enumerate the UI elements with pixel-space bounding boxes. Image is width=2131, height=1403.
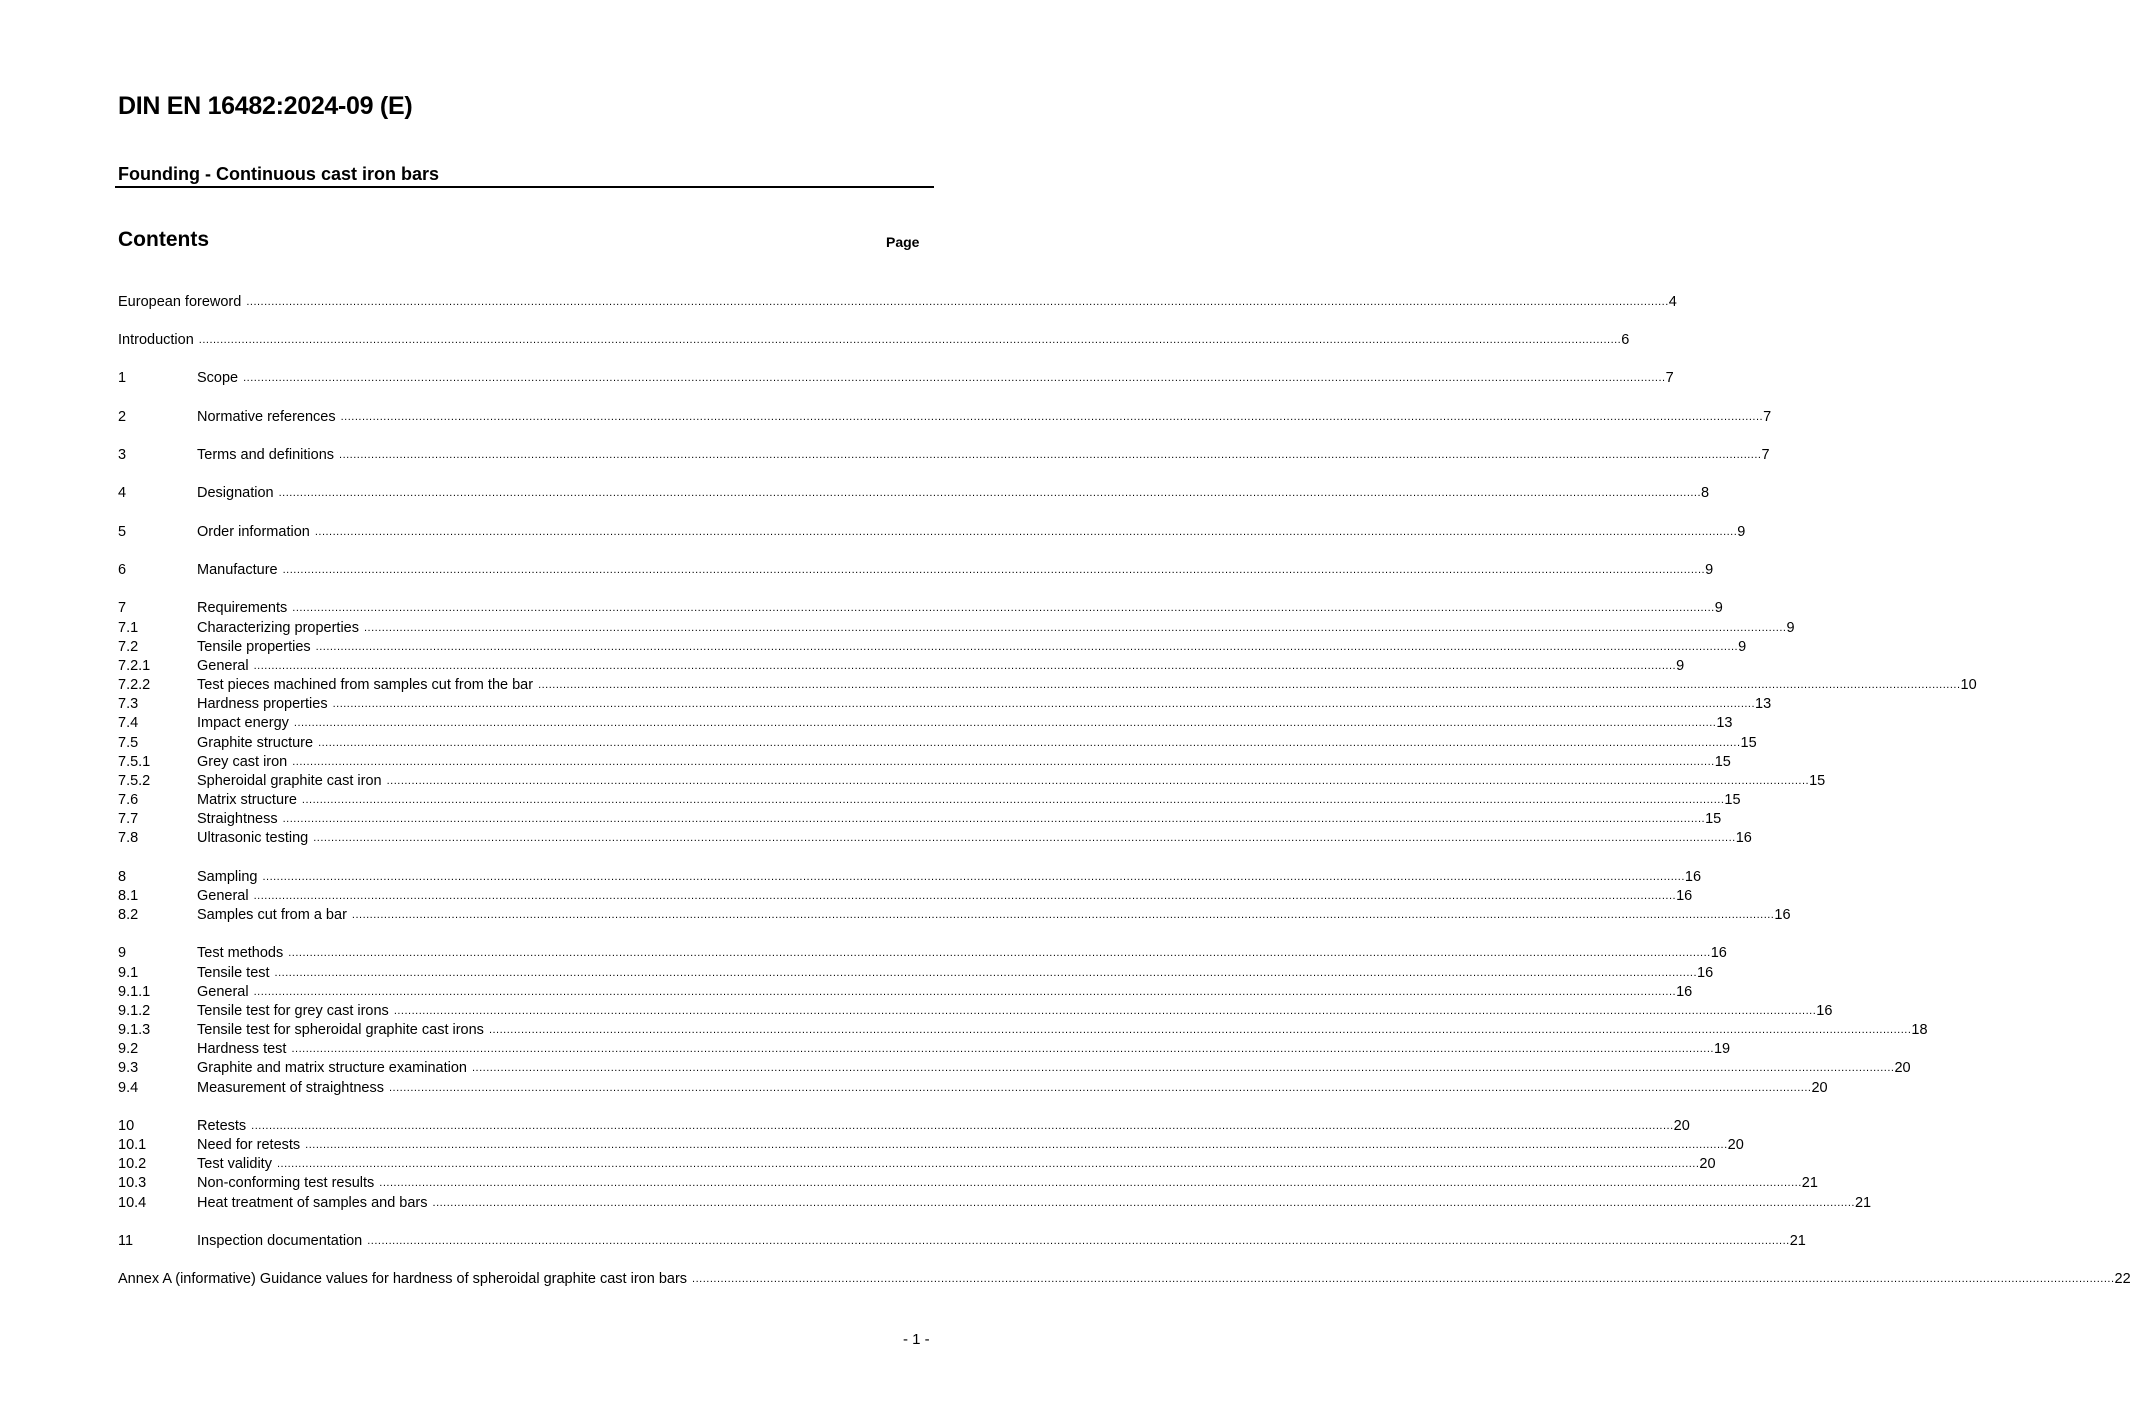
- toc-section-number: 7.8: [118, 830, 139, 846]
- toc-leader-line: [197, 1059, 1911, 1078]
- toc-page-number: 13: [1716, 715, 1733, 731]
- toc-dot-leader: ................................................................................................................................................................................................................................................................................................................................................................................................................: [301, 794, 1725, 806]
- toc-entry: [118, 753, 1731, 772]
- toc-page-number: 20: [1811, 1080, 1828, 1096]
- toc-section-number: 6: [118, 562, 127, 578]
- toc-entry: [118, 1040, 1731, 1059]
- toc-page-number: 7: [1761, 447, 1770, 463]
- toc-section-title: Manufacture: [197, 562, 278, 578]
- toc-entry: [118, 983, 1693, 1002]
- toc-page-number: 20: [1727, 1137, 1744, 1153]
- toc-section-number: 10.2: [118, 1156, 147, 1172]
- toc-dot-leader: ................................................................................................................................................................................................................................................................................................................................................................................................................: [251, 1120, 1674, 1132]
- toc-leader-line: [197, 369, 1674, 388]
- toc-leader-line: [197, 638, 1747, 657]
- toc-page-number: 16: [1676, 984, 1693, 1000]
- toc-page-number: 9: [1737, 524, 1746, 540]
- toc-section-number: 7.5: [118, 735, 139, 751]
- toc-leader-line: [197, 1136, 1744, 1155]
- toc-page-number: 16: [1816, 1003, 1833, 1019]
- toc-section-title: Matrix structure: [197, 792, 297, 808]
- toc-section-title: Samples cut from a bar: [197, 907, 347, 923]
- toc-leader-line: [197, 523, 1746, 542]
- toc-entry: [118, 1079, 1828, 1098]
- toc-page-number: 6: [1621, 332, 1630, 348]
- toc-dot-leader: ................................................................................................................................................................................................................................................................................................................................................................................................................: [538, 679, 1961, 691]
- toc-leader-line: [197, 829, 1752, 848]
- toc-section-number: 9.1.2: [118, 1003, 151, 1019]
- toc-section-title: Spheroidal graphite cast iron: [197, 773, 382, 789]
- toc-page-number: 15: [1724, 792, 1741, 808]
- toc-leader-line: [197, 561, 1714, 580]
- toc-section-number: 9.3: [118, 1060, 139, 1076]
- toc-dot-leader: ................................................................................................................................................................................................................................................................................................................................................................................................................: [246, 296, 1669, 308]
- toc-dot-leader: ................................................................................................................................................................................................................................................................................................................................................................................................................: [488, 1024, 1912, 1036]
- toc-entry: [118, 369, 1674, 388]
- toc-leader-line: [197, 1194, 1872, 1213]
- toc-leader-line: [118, 1270, 2131, 1289]
- toc-section-number: 7.5.1: [118, 754, 151, 770]
- toc-dot-leader: ................................................................................................................................................................................................................................................................................................................................................................................................................: [313, 832, 1736, 844]
- toc-dot-leader: ................................................................................................................................................................................................................................................................................................................................................................................................................: [379, 1177, 1802, 1189]
- toc-page-number: 21: [1789, 1233, 1806, 1249]
- toc-section-title: Sampling: [197, 869, 258, 885]
- toc-section-number: 2: [118, 409, 127, 425]
- toc-entry: [118, 293, 1677, 312]
- toc-entry: [118, 676, 1977, 695]
- toc-section-number: 10.4: [118, 1195, 147, 1211]
- toc-entry: [118, 964, 1714, 983]
- toc-section-title: Inspection documentation: [197, 1233, 363, 1249]
- toc-entry: [118, 1021, 1928, 1040]
- toc-section-title: Tensile test: [197, 965, 270, 981]
- toc-dot-leader: ................................................................................................................................................................................................................................................................................................................................................................................................................: [198, 334, 1622, 346]
- toc-section-title: Order information: [197, 524, 310, 540]
- toc-dot-leader: ................................................................................................................................................................................................................................................................................................................................................................................................................: [367, 1235, 1790, 1247]
- toc-dot-leader: ................................................................................................................................................................................................................................................................................................................................................................................................................: [339, 449, 1762, 461]
- toc-leader-line: [197, 676, 1977, 695]
- toc-entry: [118, 1136, 1744, 1155]
- toc-leader-line: [197, 868, 1702, 887]
- toc-entry: [118, 1117, 1690, 1136]
- toc-leader-line: [197, 446, 1770, 465]
- toc-page-number: 9: [1714, 600, 1723, 616]
- toc-page-number: 16: [1684, 869, 1702, 885]
- toc-section-number: 10.1: [118, 1137, 147, 1153]
- toc-section-title: Tensile test for grey cast irons: [197, 1003, 389, 1019]
- toc-section-number: 9.4: [118, 1080, 139, 1096]
- toc-dot-leader: ................................................................................................................................................................................................................................................................................................................................................................................................................: [472, 1062, 1895, 1074]
- toc-page-number: 13: [1755, 696, 1772, 712]
- toc-leader-line: [197, 714, 1733, 733]
- toc-dot-leader: ................................................................................................................................................................................................................................................................................................................................................................................................................: [315, 641, 1739, 653]
- toc-section-number: 7: [118, 600, 127, 616]
- toc-page-number: 15: [1705, 811, 1722, 827]
- toc-page-number: 21: [1854, 1195, 1872, 1211]
- toc-dot-leader: ................................................................................................................................................................................................................................................................................................................................................................................................................: [276, 1158, 1700, 1170]
- toc-dot-leader: ................................................................................................................................................................................................................................................................................................................................................................................................................: [253, 986, 1677, 998]
- toc-section-number: 8.1: [118, 888, 139, 904]
- toc-page-number: 15: [1809, 773, 1826, 789]
- toc-entry: [118, 446, 1770, 465]
- toc-section-number: 7.6: [118, 792, 139, 808]
- toc-section-number: 7.7: [118, 811, 139, 827]
- toc-dot-leader: ................................................................................................................................................................................................................................................................................................................................................................................................................: [292, 602, 1715, 614]
- toc-page-number: 9: [1786, 620, 1795, 636]
- toc-entry: [118, 1194, 1872, 1213]
- toc-section-title: Scope: [197, 370, 239, 386]
- toc-leader-line: [197, 791, 1741, 810]
- toc-section-number: 7.1: [118, 620, 139, 636]
- title-divider: [115, 186, 934, 188]
- toc-page-number: 16: [1774, 907, 1791, 923]
- toc-section-title: Grey cast iron: [197, 754, 288, 770]
- toc-section-number: 7.2.1: [118, 658, 151, 674]
- toc-leader-line: [197, 772, 1826, 791]
- toc-leader-line: [197, 810, 1722, 829]
- toc-dot-leader: ................................................................................................................................................................................................................................................................................................................................................................................................................: [282, 813, 1706, 825]
- toc-entry: [118, 331, 1630, 350]
- toc-entry: [118, 523, 1746, 542]
- toc-page-number: 15: [1714, 754, 1731, 770]
- toc-dot-leader: ................................................................................................................................................................................................................................................................................................................................................................................................................: [262, 871, 1685, 883]
- toc-entry: [118, 944, 1727, 963]
- toc-section-title: Requirements: [197, 600, 288, 616]
- toc-leader-line: [197, 484, 1710, 503]
- toc-entry: [118, 657, 1685, 676]
- toc-section-number: 10.3: [118, 1175, 147, 1191]
- toc-dot-leader: ................................................................................................................................................................................................................................................................................................................................................................................................................: [293, 717, 1717, 729]
- toc-section-title: Measurement of straightness: [197, 1080, 384, 1096]
- toc-page-number: 7: [1665, 370, 1674, 386]
- toc-dot-leader: ................................................................................................................................................................................................................................................................................................................................................................................................................: [692, 1273, 2115, 1285]
- toc-section-number: 9.1.3: [118, 1022, 151, 1038]
- toc-section-title: Test validity: [197, 1156, 272, 1172]
- toc-section-number: 7.2.2: [118, 677, 151, 693]
- toc-page-number: 18: [1911, 1022, 1928, 1038]
- toc-entry: [118, 829, 1752, 848]
- toc-entry: [118, 714, 1733, 733]
- toc-section-title: Tensile properties: [197, 639, 311, 655]
- toc-section-title: Retests: [197, 1118, 247, 1134]
- toc-dot-leader: ................................................................................................................................................................................................................................................................................................................................................................................................................: [291, 1043, 1714, 1055]
- toc-leader-line: [197, 599, 1723, 618]
- toc-dot-leader: ................................................................................................................................................................................................................................................................................................................................................................................................................: [305, 1139, 1728, 1151]
- toc-section-title: General: [197, 888, 249, 904]
- toc-entry: [118, 868, 1702, 887]
- toc-section-title: Ultrasonic testing: [197, 830, 309, 846]
- toc-leader-line: [197, 1079, 1828, 1098]
- toc-section-title: Test methods: [197, 945, 284, 961]
- toc-section-title: Introduction: [118, 332, 194, 348]
- toc-section-title: Graphite structure: [197, 735, 314, 751]
- toc-dot-leader: ................................................................................................................................................................................................................................................................................................................................................................................................................: [314, 526, 1738, 538]
- toc-leader-line: [197, 657, 1685, 676]
- toc-section-number: 8: [118, 869, 127, 885]
- toc-dot-leader: ................................................................................................................................................................................................................................................................................................................................................................................................................: [432, 1197, 1855, 1209]
- toc-section-title: Test pieces machined from samples cut from the bar: [197, 677, 534, 693]
- toc-section-number: 1: [118, 370, 127, 386]
- toc-dot-leader: ................................................................................................................................................................................................................................................................................................................................................................................................................: [388, 1082, 1812, 1094]
- toc-leader-line: [118, 331, 1630, 350]
- toc-dot-leader: ................................................................................................................................................................................................................................................................................................................................................................................................................: [393, 1005, 1817, 1017]
- toc-page-number: 7: [1763, 409, 1772, 425]
- toc-page-number: 8: [1701, 485, 1710, 501]
- toc-leader-line: [197, 753, 1731, 772]
- toc-section-title: Terms and definitions: [197, 447, 335, 463]
- toc-leader-line: [197, 887, 1693, 906]
- toc-leader-line: [197, 619, 1795, 638]
- toc-leader-line: [197, 734, 1757, 753]
- toc-dot-leader: ................................................................................................................................................................................................................................................................................................................................................................................................................: [278, 487, 1702, 499]
- toc-section-title: European foreword: [118, 294, 242, 310]
- toc-dot-leader: ................................................................................................................................................................................................................................................................................................................................................................................................................: [364, 622, 1787, 634]
- toc-entry: [118, 408, 1772, 427]
- toc-dot-leader: ................................................................................................................................................................................................................................................................................................................................................................................................................: [288, 947, 1711, 959]
- toc-dot-leader: ................................................................................................................................................................................................................................................................................................................................................................................................................: [243, 372, 1666, 384]
- toc-dot-leader: ................................................................................................................................................................................................................................................................................................................................................................................................................: [292, 756, 1715, 768]
- toc-page-number: 16: [1676, 888, 1693, 904]
- toc-dot-leader: ................................................................................................................................................................................................................................................................................................................................................................................................................: [351, 909, 1775, 921]
- toc-page-number: 9: [1738, 639, 1747, 655]
- toc-section-number: 7.3: [118, 696, 139, 712]
- toc-page-number: 15: [1740, 735, 1757, 751]
- toc-leader-line: [197, 983, 1693, 1002]
- toc-entry: [118, 772, 1826, 791]
- toc-leader-line: [197, 408, 1772, 427]
- toc-section-number: 10: [118, 1118, 135, 1134]
- toc-leader-line: [197, 1002, 1833, 1021]
- toc-entry: [118, 484, 1710, 503]
- toc-section-number: 11: [118, 1233, 134, 1249]
- toc-page-number: 20: [1699, 1156, 1716, 1172]
- toc-entry: [118, 1174, 1818, 1193]
- toc-section-title: Normative references: [197, 409, 336, 425]
- toc-page-number: 9: [1676, 658, 1685, 674]
- toc-entry: [118, 619, 1795, 638]
- toc-section-title: Impact energy: [197, 715, 289, 731]
- toc-entry: [118, 695, 1772, 714]
- toc-entry: [118, 599, 1723, 618]
- toc-section-number: 8.2: [118, 907, 139, 923]
- toc-section-title: Hardness test: [197, 1041, 287, 1057]
- toc-section-title: Hardness properties: [197, 696, 328, 712]
- toc-section-number: 9: [118, 945, 127, 961]
- toc-entry: [118, 1059, 1911, 1078]
- toc-section-title: Graphite and matrix structure examination: [197, 1060, 467, 1076]
- document-code: DIN EN 16482:2024-09 (E): [118, 92, 413, 120]
- page-column-heading: Page: [886, 234, 920, 250]
- toc-section-number: 9.2: [118, 1041, 139, 1057]
- toc-section-number: 7.5.2: [118, 773, 151, 789]
- toc-dot-leader: ................................................................................................................................................................................................................................................................................................................................................................................................................: [253, 660, 1677, 672]
- toc-section-title: General: [197, 984, 249, 1000]
- toc-section-number: 5: [118, 524, 127, 540]
- toc-page-number: 9: [1705, 562, 1714, 578]
- toc-section-number: 9.1.1: [118, 984, 151, 1000]
- toc-leader-line: [197, 1021, 1928, 1040]
- toc-entry: [118, 791, 1741, 810]
- toc-page-number: 16: [1697, 965, 1714, 981]
- toc-leader-line: [197, 1155, 1716, 1174]
- toc-section-title: General: [197, 658, 249, 674]
- toc-section-title: Characterizing properties: [197, 620, 359, 636]
- toc-section-number: 7.2: [118, 639, 139, 655]
- toc-page-number: 19: [1713, 1041, 1731, 1057]
- toc-dot-leader: ................................................................................................................................................................................................................................................................................................................................................................................................................: [282, 564, 1706, 576]
- toc-entry: [118, 638, 1747, 657]
- toc-section-number: 7.4: [118, 715, 139, 731]
- toc-page-number: 4: [1668, 294, 1677, 310]
- toc-page-number: 20: [1894, 1060, 1911, 1076]
- page-number: - 1 -: [903, 1331, 930, 1348]
- toc-leader-line: [197, 1117, 1690, 1136]
- contents-heading: Contents: [118, 228, 209, 251]
- toc-entry: [118, 1155, 1716, 1174]
- toc-leader-line: [197, 1174, 1818, 1193]
- toc-leader-line: [197, 1232, 1806, 1251]
- toc-dot-leader: ................................................................................................................................................................................................................................................................................................................................................................................................................: [253, 890, 1677, 902]
- toc-page-number: 10: [1960, 677, 1977, 693]
- toc-leader-line: [197, 944, 1727, 963]
- toc-leader-line: [197, 906, 1791, 925]
- document-title: Founding - Continuous cast iron bars: [118, 164, 439, 184]
- toc-dot-leader: ................................................................................................................................................................................................................................................................................................................................................................................................................: [274, 967, 1698, 979]
- toc-section-title: Tensile test for spheroidal graphite cast irons: [197, 1022, 484, 1038]
- toc-entry: [118, 810, 1722, 829]
- toc-section-number: 4: [118, 485, 127, 501]
- toc-entry: [118, 906, 1791, 925]
- toc-entry: [118, 734, 1757, 753]
- toc-section-title: Need for retests: [197, 1137, 301, 1153]
- toc-entry: [118, 1270, 2131, 1289]
- toc-page-number: 16: [1735, 830, 1752, 846]
- toc-dot-leader: ................................................................................................................................................................................................................................................................................................................................................................................................................: [386, 775, 1810, 787]
- toc-page-number: 22: [2114, 1271, 2131, 1287]
- toc-page-number: 21: [1801, 1175, 1818, 1191]
- toc-entry: [118, 561, 1714, 580]
- toc-dot-leader: ................................................................................................................................................................................................................................................................................................................................................................................................................: [340, 411, 1764, 423]
- toc-leader-line: [197, 964, 1714, 983]
- toc-entry: [118, 887, 1693, 906]
- toc-page-number: 20: [1673, 1118, 1690, 1134]
- toc-section-title: Heat treatment of samples and bars: [197, 1195, 428, 1211]
- toc-section-title: Straightness: [197, 811, 278, 827]
- toc-section-number: 9.1: [118, 965, 139, 981]
- toc-entry: [118, 1232, 1806, 1251]
- toc-dot-leader: ................................................................................................................................................................................................................................................................................................................................................................................................................: [318, 737, 1741, 749]
- toc-section-title: Designation: [197, 485, 274, 501]
- toc-section-title: Annex A (informative) Guidance values for hardness of spheroidal graphite cast iron bars: [118, 1271, 688, 1287]
- toc-page-number: 16: [1710, 945, 1727, 961]
- toc-section-number: 3: [118, 447, 127, 463]
- toc-dot-leader: ................................................................................................................................................................................................................................................................................................................................................................................................................: [332, 698, 1756, 710]
- toc-entry: [118, 1002, 1833, 1021]
- toc-leader-line: [118, 293, 1677, 312]
- toc-leader-line: [197, 695, 1772, 714]
- toc-leader-line: [197, 1040, 1731, 1059]
- toc-section-title: Non-conforming test results: [197, 1175, 375, 1191]
